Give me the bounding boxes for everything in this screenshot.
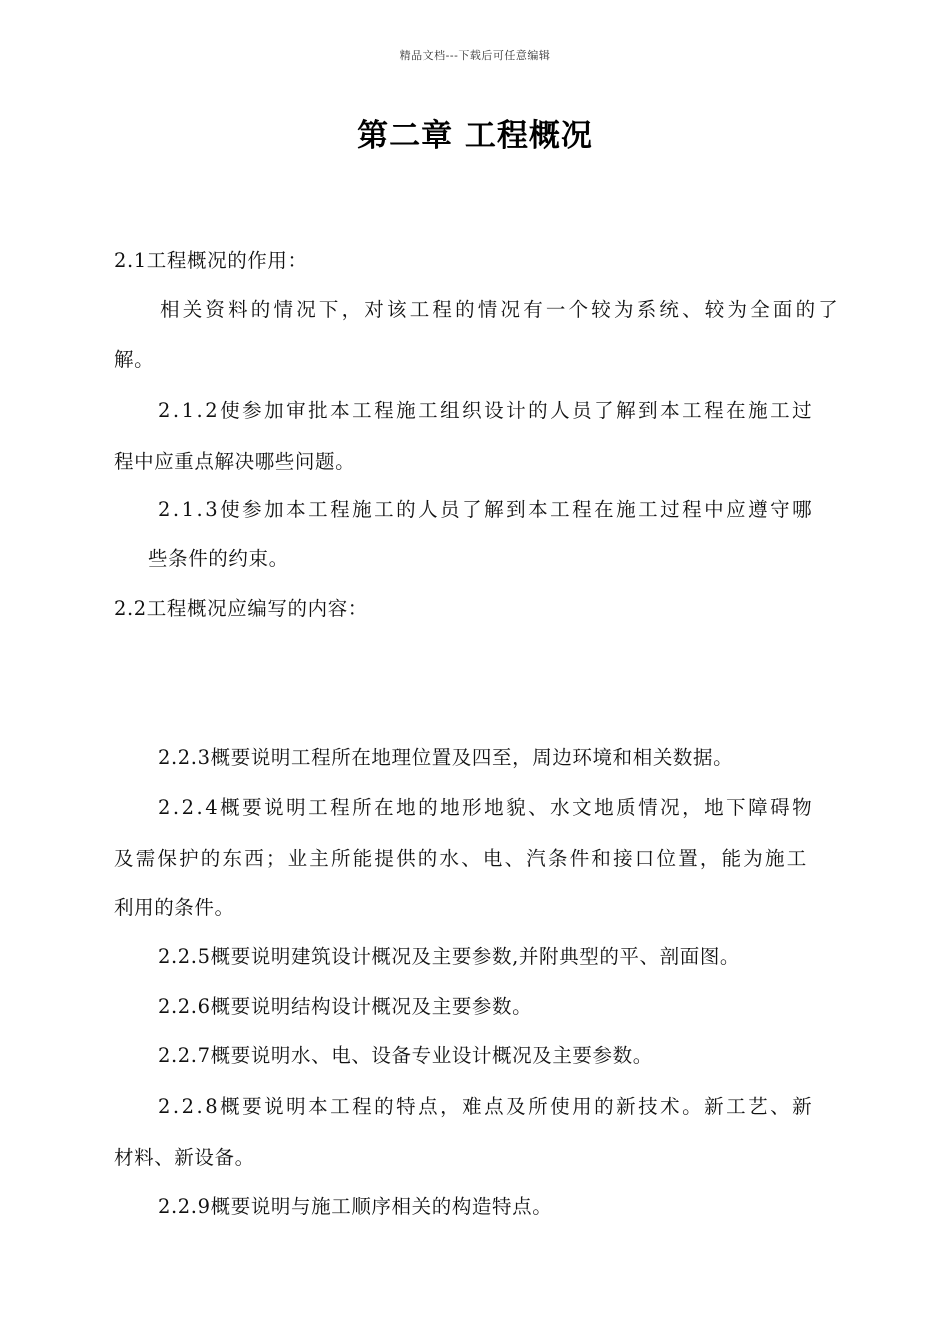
paragraph-2-1-2-line-2: 程中应重点解决哪些问题。 [114, 450, 356, 473]
chapter-title: 第二章 工程概况 [357, 118, 593, 154]
section-2-1-heading: 2.1工程概况的作用： [114, 249, 308, 272]
paragraph-2-1-3-line-2: 些条件的约束。 [148, 547, 289, 570]
paragraph-2-2-9: 2.2.9概要说明与施工顺序相关的构造特点。 [158, 1195, 553, 1218]
paragraph-2-2-4-line-1: 2.2.4概要说明工程所在地的地形地貌、水文地质情况，地下障碍物 [158, 796, 815, 819]
paragraph-2-2-3: 2.2.3概要说明工程所在地理位置及四至，周边环境和相关数据。 [158, 746, 734, 769]
paragraph-2-2-5: 2.2.5概要说明建筑设计概况及主要参数,并附典型的平、剖面图。 [158, 945, 741, 968]
paragraph-2-2-8-line-1: 2.2.8概要说明本工程的特点，难点及所使用的新技术。新工艺、新 [158, 1095, 815, 1118]
paragraph-2-2-7: 2.2.7概要说明水、电、设备专业设计概况及主要参数。 [158, 1044, 653, 1067]
paragraph-2-1-1-line-1: 相关资料的情况下，对该工程的情况有一个较为系统、较为全面的了 [160, 298, 842, 321]
paragraph-2-2-4-line-3: 利用的条件。 [114, 896, 235, 919]
paragraph-2-1-1-line-2: 解。 [114, 348, 155, 371]
paragraph-2-1-2-line-1: 2.1.2使参加审批本工程施工组织设计的人员了解到本工程在施工过 [158, 399, 815, 422]
paragraph-2-2-8-line-2: 材料、新设备。 [114, 1146, 255, 1169]
section-2-2-heading: 2.2工程概况应编写的内容： [114, 597, 368, 620]
page-header-note: 精品文档---下载后可任意编辑 [399, 49, 551, 62]
paragraph-2-2-4-line-2: 及需保护的东西；业主所能提供的水、电、汽条件和接口位置，能为施工 [114, 847, 809, 870]
paragraph-2-1-3-line-1: 2.1.3使参加本工程施工的人员了解到本工程在施工过程中应遵守哪 [158, 498, 815, 521]
paragraph-2-2-6: 2.2.6概要说明结构设计概况及主要参数。 [158, 995, 533, 1018]
